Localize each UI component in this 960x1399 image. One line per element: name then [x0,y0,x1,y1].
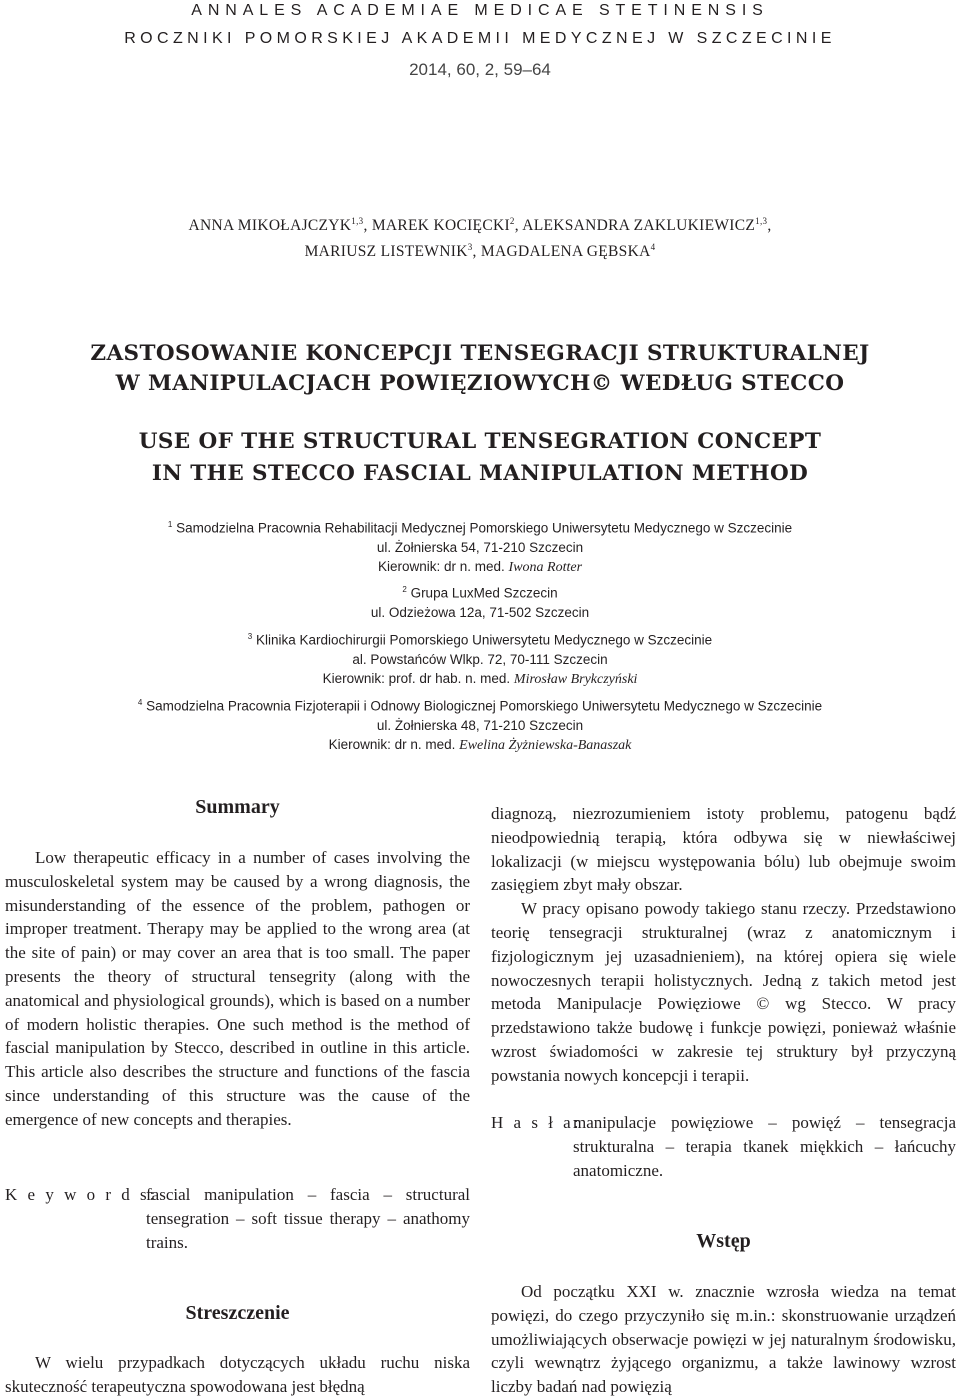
author-affiliation-ref: 3 [467,242,473,252]
affiliation-4 [0,693,960,755]
title-polish-line-2: W MANIPULACJACH POWIĘZIOWYCH© WEDŁUG STECCO [115,371,845,396]
intro-paragraph: Od początku XXI w. znacznie wzrosła wiedza na temat powięzi, do czego przyczyniło się m.in.: skonstruowanie urządzeń umożliwiających obserwacje powięzi w jej naturalnym środowisku, czyli wewnątrz żyjącego organizmu, a także lawinowy wzrost liczby badań nad powięzią [491,1282,956,1397]
affiliation-number: 2 [402,585,407,594]
haslo-text: manipulacje powięziowe – powięź – tensegracja strukturalna – terapia tkanek miękkich – łańcuchy anatomiczne. [573,1113,956,1180]
affiliation-3 [0,627,960,689]
streszczenie-paragraph-2: W pracy opisano powody takiego stanu rzeczy. Przedstawiono teorię tensegracji strukturalnej (wraz z anatomicznym i fizjologicznym jej uzasadnieniem), na której opiera się wiele nowoczesnych terapii holistycznych. Jedną z takich metod jest metoda Manipulacje Powięziowe © wg Stecco. W pracy przedstawiono także budowę i funkcje powięzi, ponieważ właśnie wzrost świadomości w zakresie tej struktury był przyczyną powstania nowych koncepcji i terapii. [491,899,956,1085]
keywords-label: K e y w o r d s: [5,1185,158,1204]
journal-name-latin: ANNALES ACADEMIAE MEDICAE STETINENSIS [191,2,769,19]
author-affiliation-ref: 1,3 [351,216,364,226]
affiliation-head-label: Kierownik: dr n. med. [377,558,509,574]
author-name: MAREK KOCIĘCKI [371,217,510,235]
author-affiliation-ref: 4 [650,242,656,252]
affiliation-number: 4 [137,698,143,707]
affiliation-1 [0,515,960,577]
author-name: ANNA MIKOŁAJCZYK [188,217,352,235]
streszczenie-heading: Streszczenie [185,1302,290,1324]
title-english-line-2: IN THE STECCO FASCIAL MANIPULATION METHOD [151,461,809,486]
affiliation-head-name: Ewelina Żyżniewska-Banaszak [459,737,632,753]
journal-name-polish: ROCZNIKI POMORSKIEJ AKADEMII MEDYCZNEJ W SZCZECINIE [124,30,836,47]
affiliation-head-label: Kierownik: dr n. med. [328,736,460,752]
affiliation-address: ul. Odzieżowa 12a, 71-502 Szczecin [370,604,590,620]
authors-line-1: ANNA MIKOŁAJCZYK$^{1,3}$, MAREK KOCIĘCKI$^2$, ALEKSANDRA ZAKLUKIEWICZ$^{1,3}$, [188,216,772,235]
affiliation-address: ul. Żołnierska 48, 71-210 Szczecin [376,717,584,733]
affiliation-head-name: Mirosław Brykczyński [513,671,638,687]
journal-issue: 2014, 60, 2, 59–64 [409,60,551,79]
authors-line-2: MARIUSZ LISTEWNIK$^3$, MAGDALENA GĘBSKA$^4$ [304,242,656,261]
author-name: MAGDALENA GĘBSKA [480,243,651,261]
author-name: MARIUSZ LISTEWNIK [304,243,468,261]
author-affiliation-ref: 2 [509,216,515,226]
streszczenie-paragraph-cont: diagnozą, niezrozumieniem istoty problemu, patogenu bądź nieodpowiednią terapią, która odbywa się w niewłaściwej lokalizacji (w miejscu występowania bólu) lub obejmuje swoim zasięgiem zbyt mały obszar. [491,804,956,895]
affiliation-name: Samodzielna Pracownia Fizjoterapii i Odnowy Biologicznej Pomorskiego Uniwersytetu Medycznego w Szczecinie [146,698,823,714]
intro-heading: Wstęp [696,1230,751,1252]
title-english-line-1: USE OF THE STRUCTURAL TENSEGRATION CONCEPT [138,429,822,454]
intro-text [491,1280,956,1399]
affiliation-address: al. Powstańców Wlkp. 72, 70-111 Szczecin [352,651,608,667]
summary-heading: Summary [195,796,280,818]
streszczenie-paragraph-start: W wielu przypadkach dotyczących układu ruchu niska skuteczność terapeutyczna spowodowana jest błędną [5,1353,470,1396]
streszczenie-text [5,1351,470,1399]
affiliation-number: 3 [247,632,253,641]
affiliation-address: ul. Żołnierska 54, 71-210 Szczecin [376,539,584,555]
summary-text [5,846,470,1132]
haslo-label: H a s ł a: [491,1113,582,1132]
affiliation-2 [0,580,960,622]
author-name: ALEKSANDRA ZAKLUKIEWICZ [522,217,756,235]
affiliation-name: Samodzielna Pracownia Rehabilitacji Medycznej Pomorskiego Uniwersytetu Medycznego w Szczecinie [176,520,793,536]
summary-paragraph: Low therapeutic efficacy in a number of cases involving the musculoskeletal system may be caused by a wrong diagnosis, the misunderstanding of the essence of the problem, pathogen or improper treatment. Therapy may be applied to the wrong area (at the site of pain) or may cover an area that is too small. The paper presents the theory of structural tensegrity (along with the anatomical and physiological grounds), which is based on a number of modern holistic therapies. One such method is the method of fascial manipulation by Stecco, described in outline in this article. This article also describes the structure and functions of the fascia since understanding of this structure was the cause of the emergence of new concepts and therapies. [5,848,470,1129]
keywords-text: fascial manipulation – fascia – structural tensegration – soft tissue therapy – anathomy trains. [146,1185,470,1252]
affiliation-name: Grupa LuxMed Szczecin [410,585,558,601]
affiliation-number: 1 [167,520,173,529]
title-polish-line-1: ZASTOSOWANIE KONCEPCJI TENSEGRACJI STRUKTURALNEJ [90,341,870,366]
streszczenie-continued [491,802,956,1088]
author-affiliation-ref: 1,3 [755,216,768,226]
affiliation-head-name: Iwona Rotter [508,559,583,575]
affiliation-name: Klinika Kardiochirurgii Pomorskiego Uniwersytetu Medycznego w Szczecinie [256,632,713,648]
affiliation-head-label: Kierownik: prof. dr hab. n. med. [322,670,514,686]
